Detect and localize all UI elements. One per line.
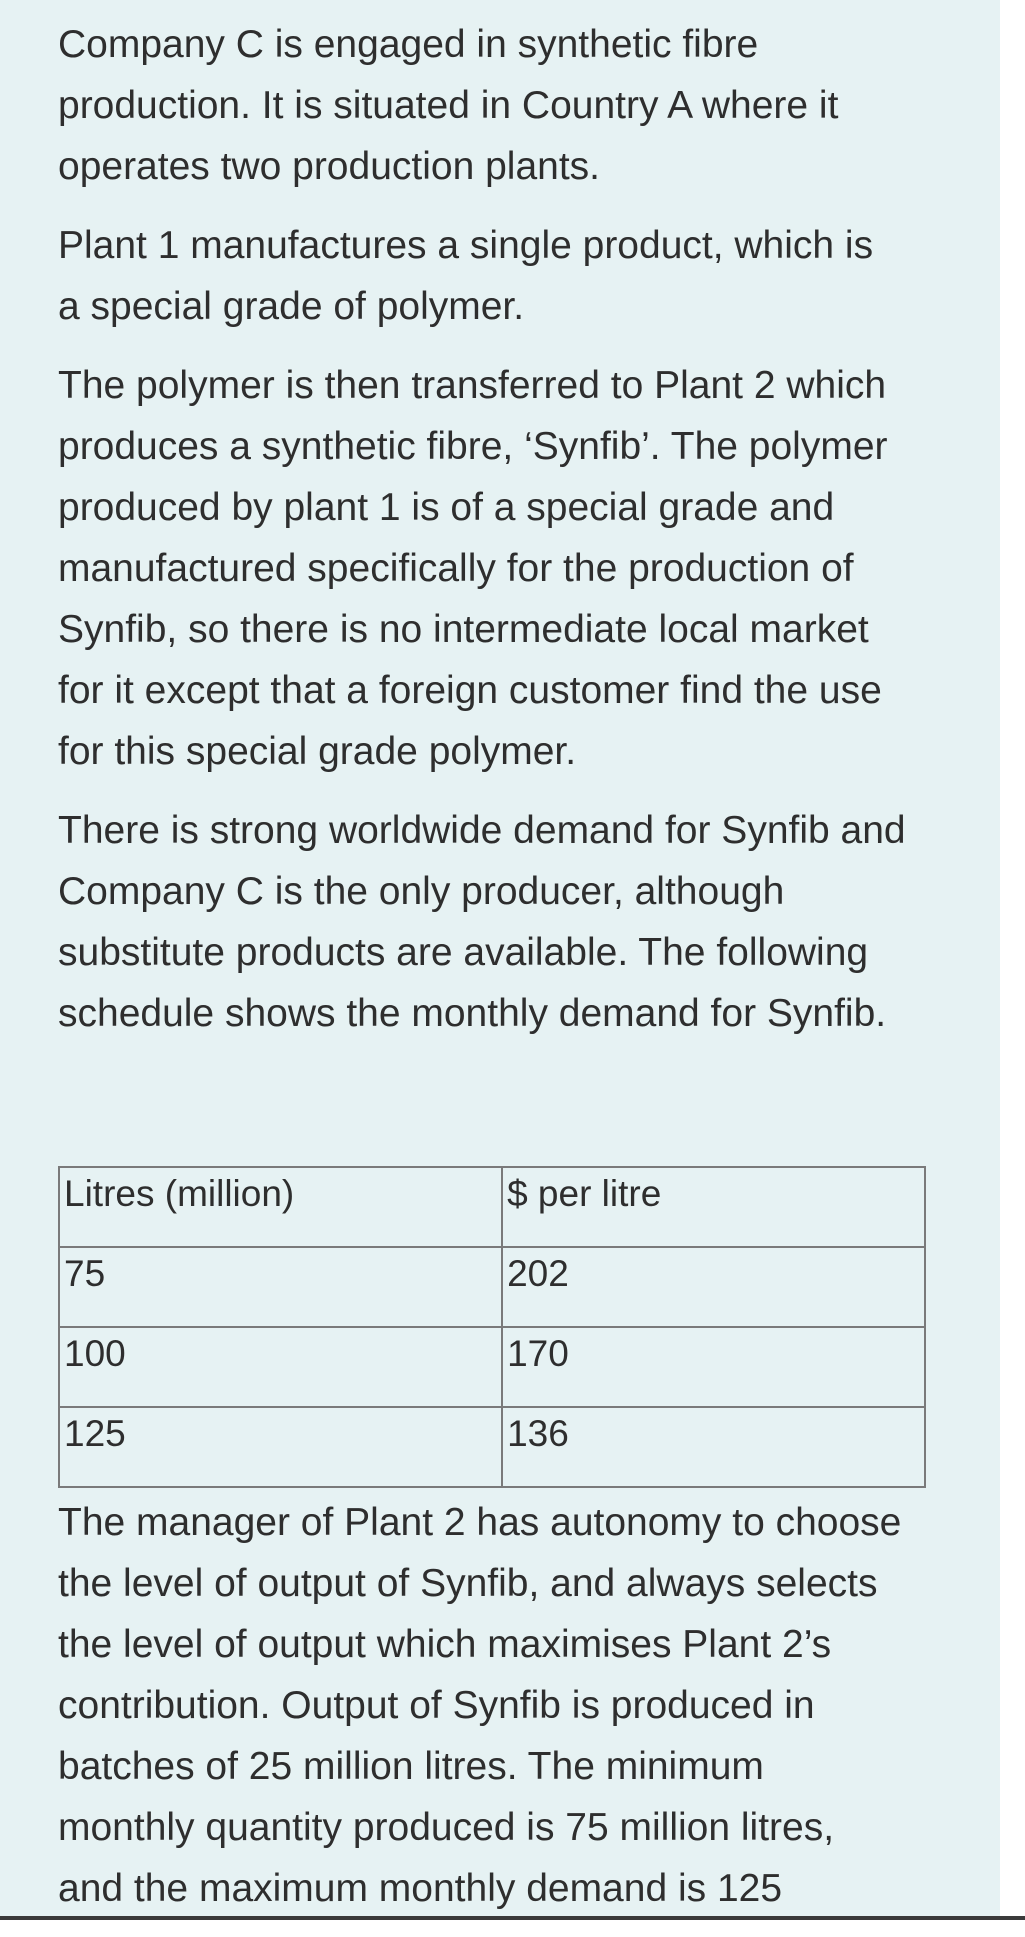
table-row (59, 1407, 925, 1487)
paragraph-output: The manager of Plant 2 has autonomy to choose the level of output of Synfib, and always selects the level of output which maximises Plant 2’s contribution. Output of Synfib is produced in batches of 25 million litres. The minimum monthly quantity produced is 75 million litres, and the maximum monthly demand is 125 (58, 1501, 902, 1910)
spacer (58, 1062, 958, 1166)
question-content (58, 14, 958, 1937)
cell-litres: 125 (59, 1407, 502, 1487)
table-header-row (59, 1167, 925, 1247)
cell-litres: 100 (59, 1327, 502, 1407)
header-price: $ per litre (502, 1167, 925, 1247)
header-litres: Litres (million) (59, 1167, 502, 1247)
demand-schedule-table (58, 1166, 926, 1488)
table-row (59, 1327, 925, 1407)
paragraph-intro: Company C is engaged in synthetic fibre production. It is situated in Country A where it operates two production plants. (58, 23, 839, 188)
cell-price: 136 (502, 1407, 925, 1487)
paragraph-plant-2: The polymer is then transferred to Plant 2 which produces a synthetic fibre, ‘Synfib’. The polymer produced by plant 1 is of a special grade and manufactured specifically for the production of Synfib, so there is no intermediate local market for it except that a foreign customer find the use for this special grade polymer. (58, 364, 888, 773)
cell-price: 170 (502, 1327, 925, 1407)
bottom-divider (0, 1916, 1025, 1920)
cell-litres: 75 (59, 1247, 502, 1327)
paragraph-demand: There is strong worldwide demand for Synfib and Company C is the only producer, although substitute products are available. The following schedule shows the monthly demand for Synfib. (58, 809, 906, 1035)
cell-price: 202 (502, 1247, 925, 1327)
table-row (59, 1247, 925, 1327)
paragraph-plant-1: Plant 1 manufactures a single product, which is a special grade of polymer. (58, 224, 874, 328)
